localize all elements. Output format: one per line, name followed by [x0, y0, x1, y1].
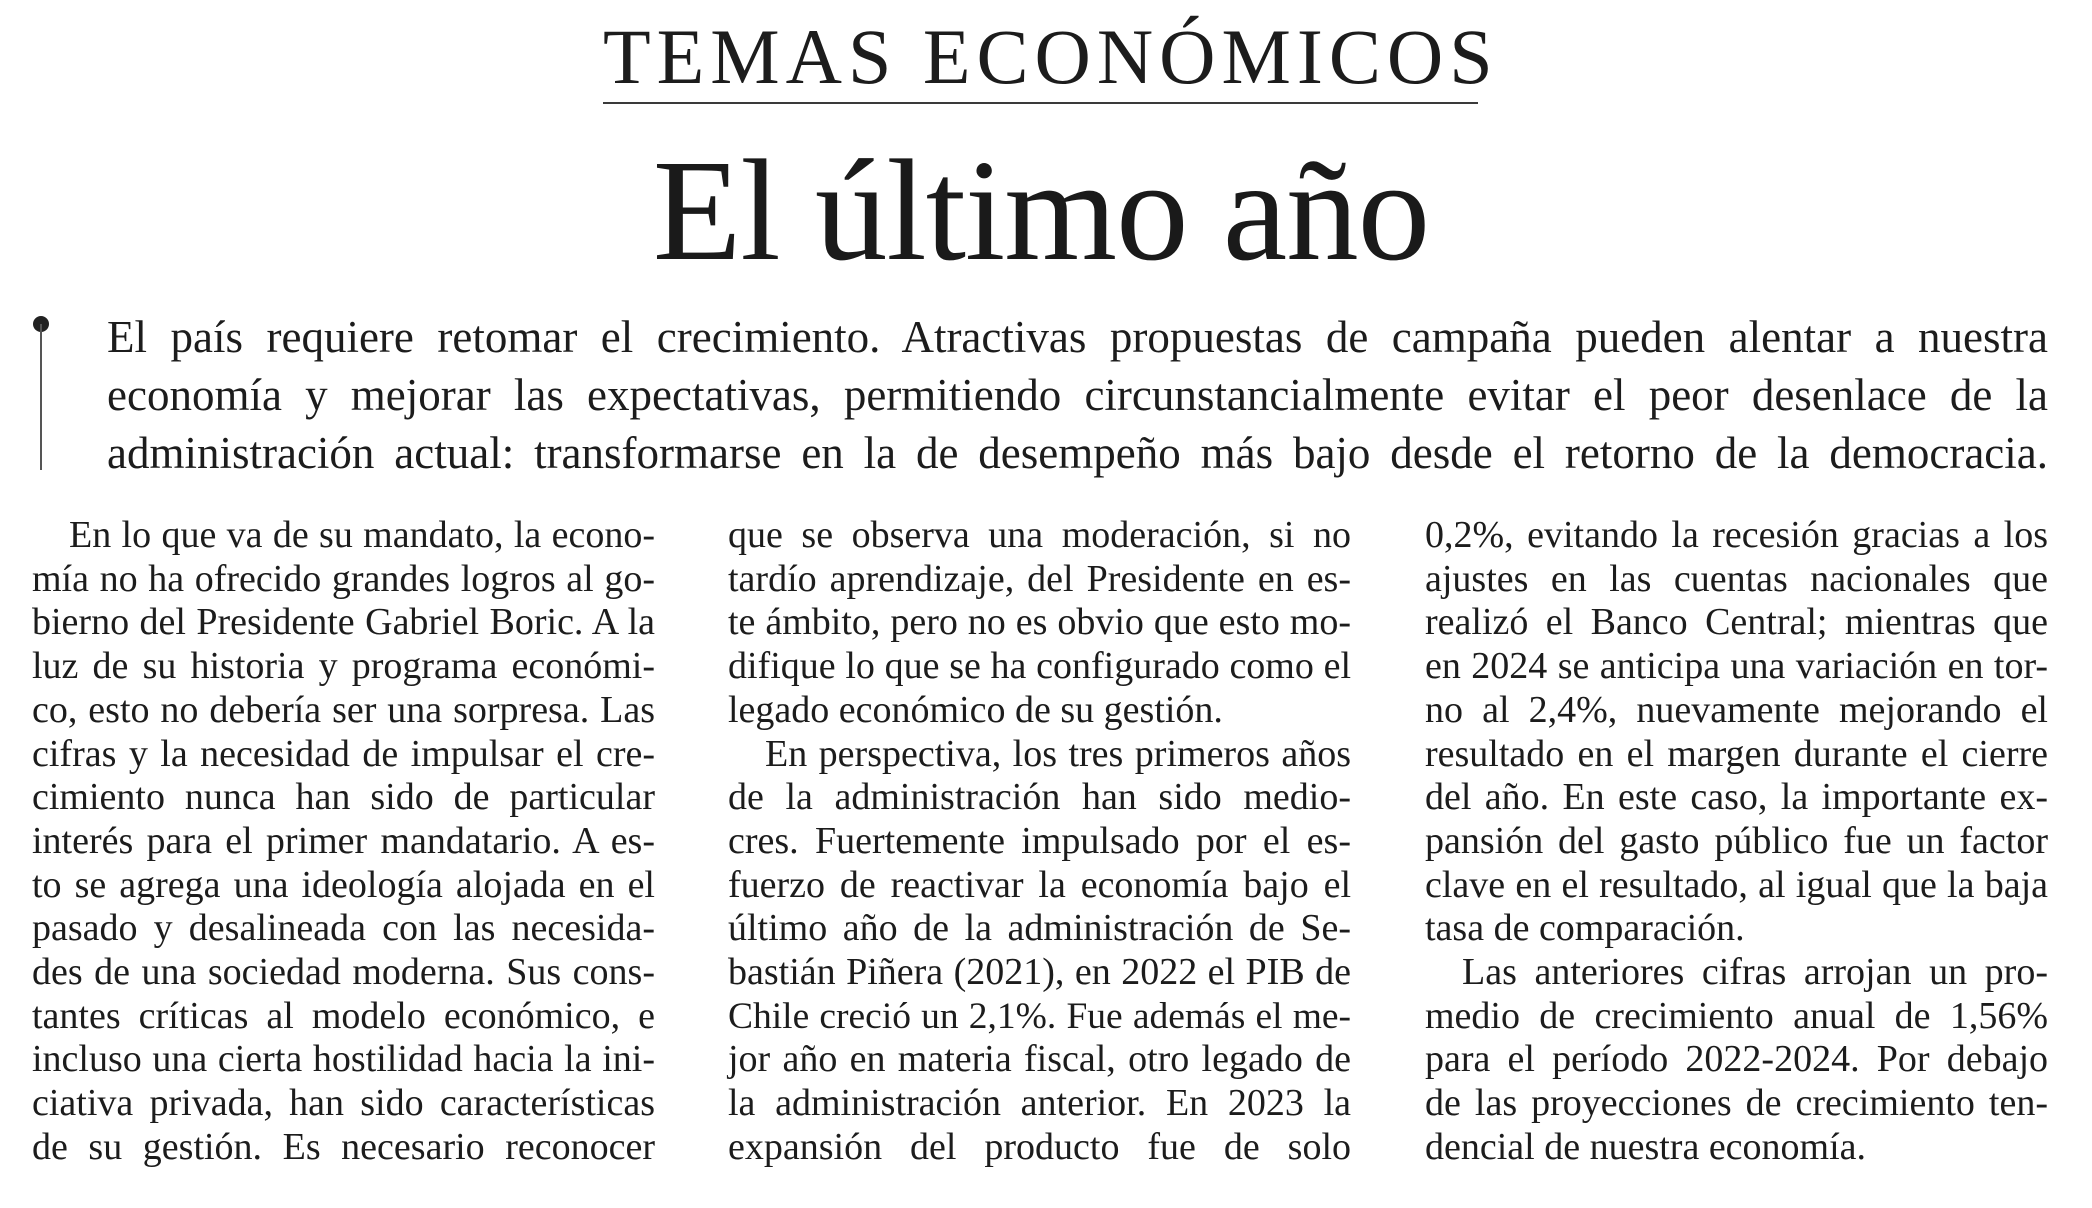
body-line: de las proyecciones de crecimiento ten- — [1425, 1082, 2048, 1125]
body-line: de su gestión. Es necesario reconocer — [32, 1125, 655, 1168]
body-line: luz de su historia y programa económi- — [32, 645, 655, 688]
body-line: fuerzo de reactivar la economía bajo el — [728, 863, 1351, 906]
body-line: medio de crecimiento anual de 1,56% — [1425, 994, 2048, 1037]
deck-marker-bar — [40, 324, 42, 470]
body-line: último año de la administración de Se- — [728, 907, 1351, 950]
body-line: ciativa privada, han sido características — [32, 1082, 655, 1125]
body-column-2 — [728, 514, 1351, 1170]
section-header: TEMAS ECONÓMICOS — [603, 13, 1499, 100]
body-line: del año. En este caso, la importante ex- — [1425, 776, 2048, 819]
body-line: des de una sociedad moderna. Sus cons- — [32, 951, 655, 994]
body-line: que se observa una moderación, si no — [728, 514, 1351, 556]
body-column-3 — [1425, 514, 2048, 1170]
body-line: te ámbito, pero no es obvio que esto mo- — [728, 601, 1351, 644]
body-column-1 — [32, 514, 655, 1170]
article-title: El último año — [652, 131, 1430, 291]
body-line: 0,2%, evitando la recesión gracias a los — [1425, 514, 2048, 556]
deck-line: economía y mejorar las expectativas, permitiendo circunstancialmente evitar el peor desenlace de la — [107, 370, 2048, 420]
body-line: no al 2,4%, nuevamente mejorando el — [1425, 688, 2048, 731]
body-line: interés para el primer mandatario. A es- — [32, 819, 655, 862]
body-line: bastián Piñera (2021), en 2022 el PIB de — [728, 951, 1351, 994]
body-line: to se agrega una ideología alojada en el — [32, 863, 655, 906]
body-line: la administración anterior. En 2023 la — [728, 1082, 1351, 1125]
body-line: en 2024 se anticipa una variación en tor- — [1425, 645, 2048, 688]
body-line: bierno del Presidente Gabriel Boric. A la — [32, 601, 655, 644]
body-line: tardío aprendizaje, del Presidente en es- — [728, 557, 1351, 600]
body-line: cifras y la necesidad de impulsar el cre- — [32, 732, 655, 775]
body-line: difique lo que se ha configurado como el — [728, 645, 1351, 688]
body-line: tasa de comparación. — [1425, 907, 1745, 950]
body-line: expansión del producto fue de solo — [728, 1125, 1351, 1168]
body-line: realizó el Banco Central; mientras que — [1425, 601, 2048, 644]
body-line: cimiento nunca han sido de particular — [32, 776, 655, 819]
body-line: mía no ha ofrecido grandes logros al go- — [32, 557, 655, 600]
body-line: resultado en el margen durante el cierre — [1425, 732, 2048, 775]
body-line: ajustes en las cuentas nacionales que — [1425, 557, 2048, 600]
body-line: dencial de nuestra economía. — [1425, 1125, 1867, 1168]
deck-line: administración actual: transformarse en la de desempeño más bajo desde el retorno de la democracia. — [107, 428, 2048, 478]
body-line: tantes críticas al modelo económico, e — [32, 994, 655, 1037]
body-line: co, esto no debería ser una sorpresa. Las — [32, 688, 655, 731]
deck-line: El país requiere retomar el crecimiento. Atractivas propuestas de campaña pueden alentar a nuestra — [107, 312, 2048, 362]
body-line: Las anteriores cifras arrojan un pro- — [1462, 951, 2048, 994]
body-line: Chile creció un 2,1%. Fue además el me- — [728, 995, 1351, 1037]
article-deck — [107, 308, 2048, 482]
body-line: incluso una cierta hostilidad hacia la ini- — [32, 1038, 655, 1081]
body-line: de la administración han sido medio- — [728, 776, 1351, 819]
body-line: para el período 2022-2024. Por debajo — [1425, 1038, 2048, 1081]
body-line: pasado y desalineada con las necesida- — [32, 907, 655, 950]
body-line: jor año en materia fiscal, otro legado de — [728, 1038, 1351, 1081]
body-line: cres. Fuertemente impulsado por el es- — [728, 819, 1351, 862]
body-line: legado económico de su gestión. — [728, 688, 1223, 731]
body-line: pansión del gasto público fue un factor — [1425, 819, 2048, 862]
body-line: En perspectiva, los tres primeros años — [765, 732, 1351, 775]
body-line: clave en el resultado, al igual que la baja — [1425, 863, 2048, 906]
body-line: En lo que va de su mandato, la econo- — [69, 514, 655, 556]
section-rule — [603, 102, 1478, 104]
